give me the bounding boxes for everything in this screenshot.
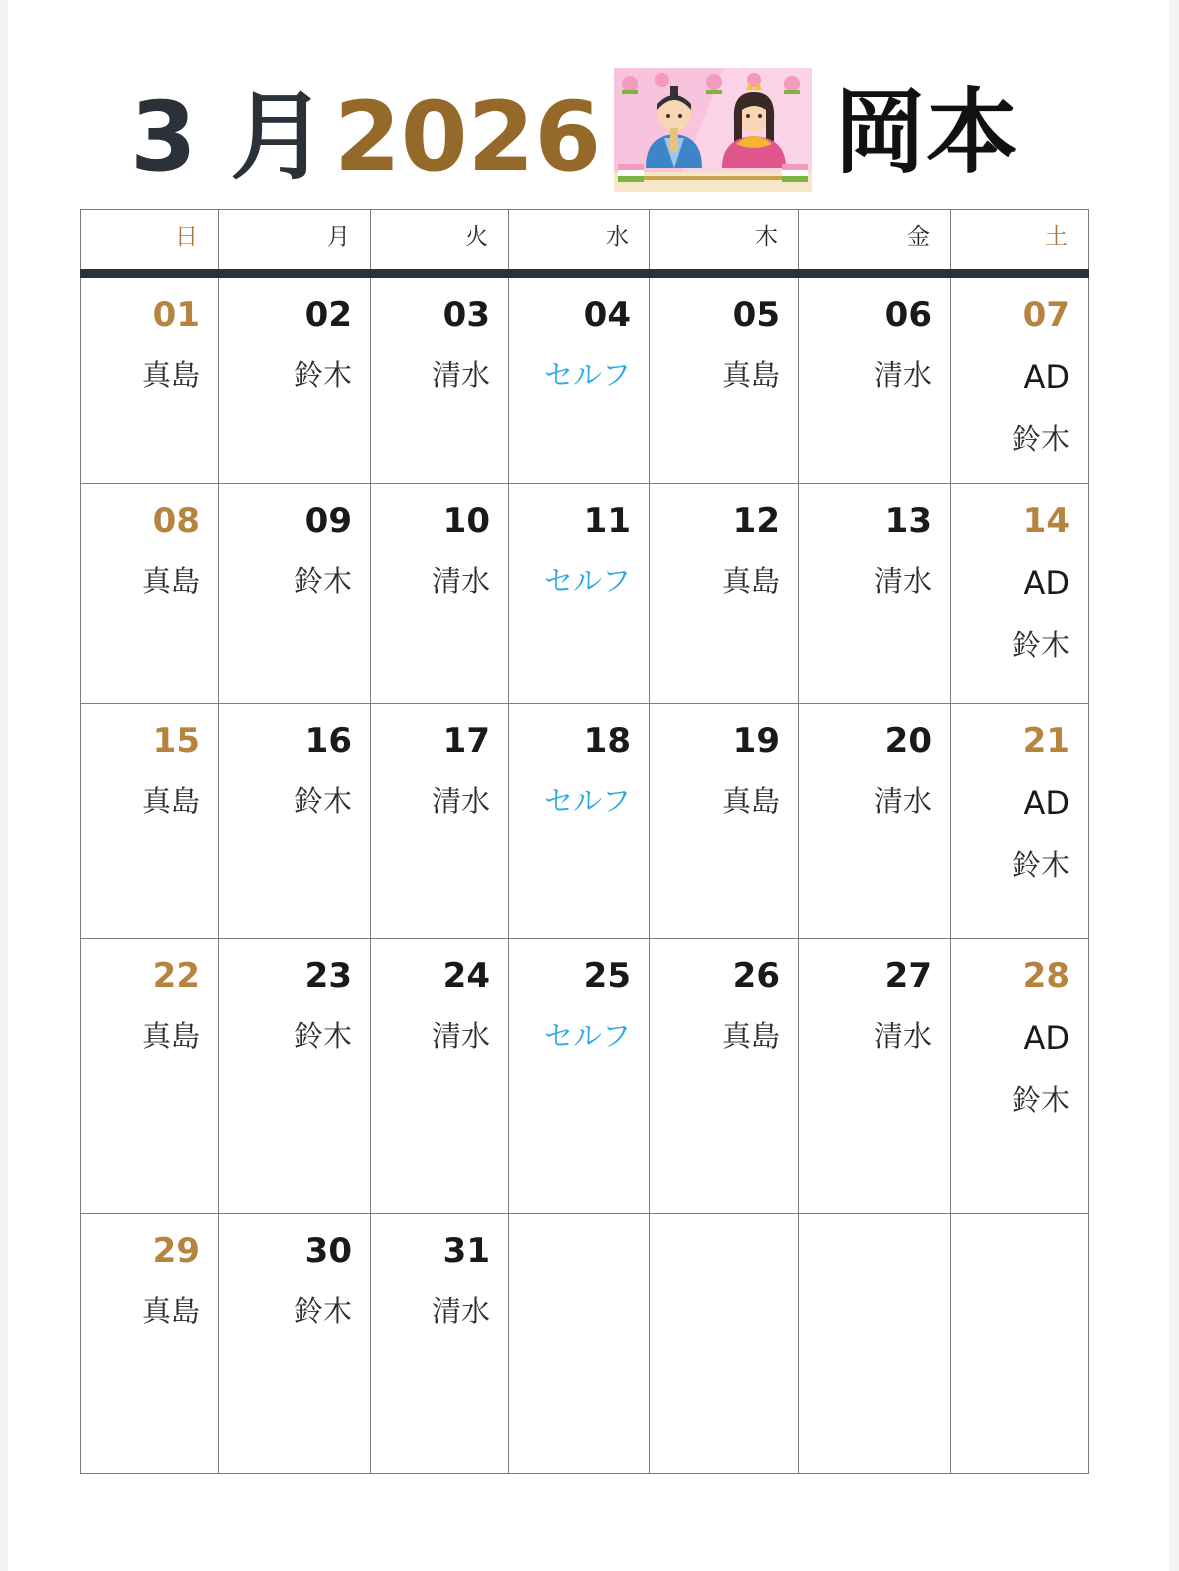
weekday-header: 水 xyxy=(509,210,650,274)
day-cell xyxy=(81,484,219,704)
day-number: 25 xyxy=(583,956,631,996)
staff-name: セルフ xyxy=(543,358,631,392)
staff-name: 清水 xyxy=(431,1019,490,1053)
day-cell xyxy=(951,704,1089,939)
day-cell xyxy=(799,274,951,484)
shift-tag: AD xyxy=(1023,1019,1070,1057)
day-number: 13 xyxy=(884,501,932,541)
day-cell xyxy=(799,484,951,704)
calendar-grid xyxy=(80,209,1089,1474)
title-year: 2026 xyxy=(334,81,602,193)
staff-name: 清水 xyxy=(431,564,490,598)
day-number: 31 xyxy=(442,1231,490,1271)
day-cell xyxy=(81,939,219,1214)
day-cell xyxy=(951,484,1089,704)
week-row xyxy=(81,274,1089,484)
day-cell xyxy=(509,484,650,704)
day-cell xyxy=(650,704,799,939)
day-cell xyxy=(650,939,799,1214)
day-number: 18 xyxy=(583,721,631,761)
hina-dolls-icon xyxy=(614,68,812,192)
weekday-header: 月 xyxy=(219,210,371,274)
day-number: 06 xyxy=(884,295,932,335)
staff-name: 清水 xyxy=(431,1294,490,1328)
calendar-title xyxy=(8,70,1169,200)
day-cell xyxy=(219,704,371,939)
staff-name: 真島 xyxy=(721,358,780,392)
day-number: 11 xyxy=(583,501,631,541)
day-cell xyxy=(219,1214,371,1474)
day-cell xyxy=(951,274,1089,484)
day-cell xyxy=(799,939,951,1214)
day-number: 16 xyxy=(304,721,352,761)
week-row xyxy=(81,1214,1089,1474)
staff-name: 清水 xyxy=(873,564,932,598)
day-cell xyxy=(219,274,371,484)
empty-day-cell xyxy=(799,1214,951,1474)
staff-name: 鈴木 xyxy=(293,1294,352,1328)
day-number: 24 xyxy=(442,956,490,996)
day-cell xyxy=(81,274,219,484)
staff-name: 真島 xyxy=(721,564,780,598)
staff-name: 真島 xyxy=(141,1294,200,1328)
day-number: 22 xyxy=(152,956,200,996)
staff-name: 鈴木 xyxy=(293,1019,352,1053)
day-cell xyxy=(951,939,1089,1214)
day-number: 07 xyxy=(1022,295,1070,335)
empty-day-cell xyxy=(509,1214,650,1474)
day-number: 03 xyxy=(442,295,490,335)
weekday-header: 金 xyxy=(799,210,951,274)
weekday-header: 木 xyxy=(650,210,799,274)
day-number: 21 xyxy=(1022,721,1070,761)
day-number: 23 xyxy=(304,956,352,996)
empty-day-cell xyxy=(951,1214,1089,1474)
day-cell xyxy=(81,1214,219,1474)
staff-name: 鈴木 xyxy=(293,358,352,392)
day-number: 08 xyxy=(152,501,200,541)
calendar-page xyxy=(8,0,1169,1571)
day-number: 30 xyxy=(304,1231,352,1271)
staff-name: 鈴木 xyxy=(1011,1083,1070,1117)
day-cell xyxy=(371,1214,509,1474)
day-number: 20 xyxy=(884,721,932,761)
staff-name: 鈴木 xyxy=(1011,422,1070,456)
day-number: 28 xyxy=(1022,956,1070,996)
day-cell xyxy=(650,484,799,704)
day-cell xyxy=(219,939,371,1214)
staff-name: 真島 xyxy=(141,564,200,598)
day-cell xyxy=(219,484,371,704)
day-cell xyxy=(509,274,650,484)
staff-name: 真島 xyxy=(141,358,200,392)
weekday-header: 火 xyxy=(371,210,509,274)
staff-name: セルフ xyxy=(543,1019,631,1053)
day-number: 05 xyxy=(732,295,780,335)
shift-tag: AD xyxy=(1023,784,1070,822)
title-month: 3 月 xyxy=(130,81,327,193)
day-number: 14 xyxy=(1022,501,1070,541)
day-number: 19 xyxy=(732,721,780,761)
staff-name: 鈴木 xyxy=(1011,628,1070,662)
day-number: 12 xyxy=(732,501,780,541)
day-cell xyxy=(371,704,509,939)
day-number: 29 xyxy=(152,1231,200,1271)
day-number: 04 xyxy=(583,295,631,335)
shift-tag: AD xyxy=(1023,358,1070,396)
day-cell xyxy=(81,704,219,939)
week-row xyxy=(81,484,1089,704)
day-cell xyxy=(371,939,509,1214)
empty-day-cell xyxy=(650,1214,799,1474)
calendar-body xyxy=(81,274,1089,1474)
staff-name: セルフ xyxy=(543,784,631,818)
weekday-header: 日 xyxy=(81,210,219,274)
staff-name: 真島 xyxy=(141,784,200,818)
shift-tag: AD xyxy=(1023,564,1070,602)
day-number: 01 xyxy=(152,295,200,335)
staff-name: 真島 xyxy=(141,1019,200,1053)
day-number: 17 xyxy=(442,721,490,761)
day-number: 26 xyxy=(732,956,780,996)
staff-name: 真島 xyxy=(721,1019,780,1053)
day-cell xyxy=(371,274,509,484)
day-cell xyxy=(371,484,509,704)
staff-name: 鈴木 xyxy=(1011,848,1070,882)
day-cell xyxy=(650,274,799,484)
day-number: 27 xyxy=(884,956,932,996)
day-number: 15 xyxy=(152,721,200,761)
staff-name: 鈴木 xyxy=(293,784,352,818)
staff-name: セルフ xyxy=(543,564,631,598)
staff-name: 清水 xyxy=(873,1019,932,1053)
day-number: 10 xyxy=(442,501,490,541)
week-row xyxy=(81,939,1089,1214)
day-cell xyxy=(509,704,650,939)
weekday-header: 土 xyxy=(951,210,1089,274)
day-number: 02 xyxy=(304,295,352,335)
title-name: 岡本 xyxy=(834,79,1019,186)
day-cell xyxy=(509,939,650,1214)
day-number: 09 xyxy=(304,501,352,541)
staff-name: 清水 xyxy=(431,784,490,818)
staff-name: 真島 xyxy=(721,784,780,818)
staff-name: 清水 xyxy=(873,784,932,818)
day-cell xyxy=(799,704,951,939)
staff-name: 清水 xyxy=(431,358,490,392)
staff-name: 鈴木 xyxy=(293,564,352,598)
week-row xyxy=(81,704,1089,939)
weekday-header-row xyxy=(81,210,1089,274)
staff-name: 清水 xyxy=(873,358,932,392)
